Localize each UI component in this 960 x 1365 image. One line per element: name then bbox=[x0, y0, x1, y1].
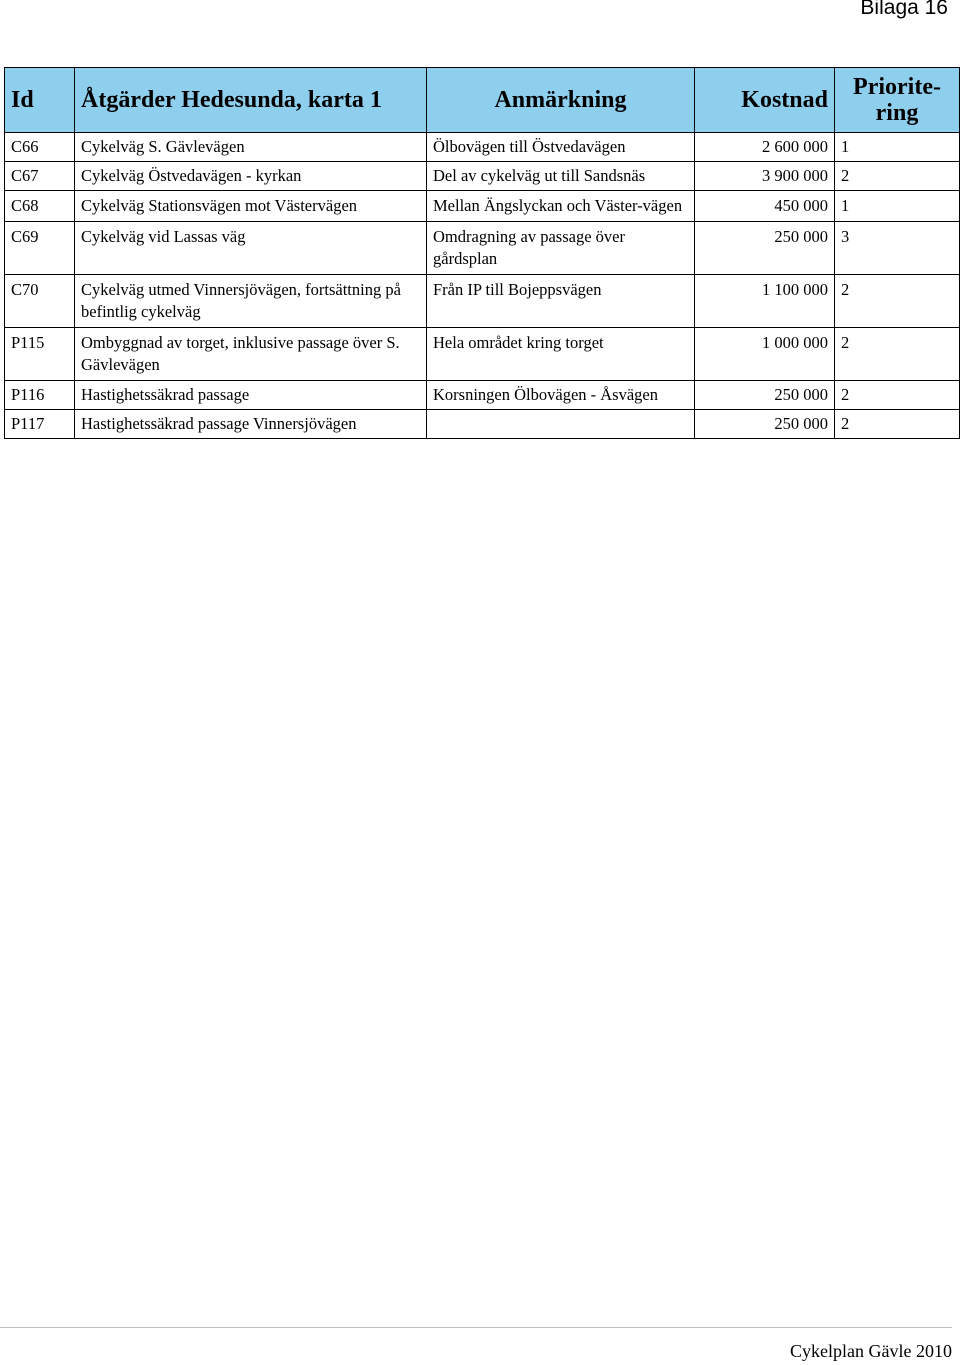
cell-kostnad: 250 000 bbox=[695, 381, 835, 410]
cell-atgard: Cykelväg vid Lassas väg bbox=[75, 222, 427, 275]
bilaga-label: Bilaga 16 bbox=[860, 0, 948, 19]
cell-id: C70 bbox=[5, 275, 75, 328]
table-row bbox=[5, 275, 960, 328]
table-row bbox=[5, 328, 960, 381]
cell-kostnad: 3 900 000 bbox=[695, 162, 835, 191]
table-row bbox=[5, 410, 960, 439]
header-atgarder: Åtgärder Hedesunda, karta 1 bbox=[75, 68, 427, 133]
cell-atgard: Hastighetssäkrad passage Vinnersjövägen bbox=[75, 410, 427, 439]
cell-atgard: Ombyggnad av torget, inklusive passage över S. Gävlevägen bbox=[75, 328, 427, 381]
cell-atgard: Cykelväg S. Gävlevägen bbox=[75, 133, 427, 162]
cell-id: C68 bbox=[5, 191, 75, 222]
cell-prio: 1 bbox=[835, 191, 960, 222]
header-anmarkning: Anmärkning bbox=[427, 68, 695, 133]
table-row bbox=[5, 162, 960, 191]
cell-anmarkning: Del av cykelväg ut till Sandsnäs bbox=[427, 162, 695, 191]
cell-kostnad: 250 000 bbox=[695, 222, 835, 275]
cell-prio: 3 bbox=[835, 222, 960, 275]
cell-anmarkning: Från IP till Bojeppsvägen bbox=[427, 275, 695, 328]
cell-anmarkning bbox=[427, 410, 695, 439]
cell-prio: 2 bbox=[835, 328, 960, 381]
table-row bbox=[5, 191, 960, 222]
cell-prio: 1 bbox=[835, 133, 960, 162]
page-footer: Cykelplan Gävle 2010 bbox=[790, 1341, 952, 1361]
cell-id: P115 bbox=[5, 328, 75, 381]
cell-atgard: Cykelväg Stationsvägen mot Västervägen bbox=[75, 191, 427, 222]
cell-atgard: Cykelväg utmed Vinnersjövägen, fortsättning på befintlig cykelväg bbox=[75, 275, 427, 328]
cell-anmarkning: Omdragning av passage över gårdsplan bbox=[427, 222, 695, 275]
measures-table bbox=[4, 67, 960, 439]
cell-prio: 2 bbox=[835, 381, 960, 410]
cell-atgard: Hastighetssäkrad passage bbox=[75, 381, 427, 410]
header-id: Id bbox=[5, 68, 75, 133]
footer-divider bbox=[0, 1327, 952, 1328]
cell-anmarkning: Hela området kring torget bbox=[427, 328, 695, 381]
table-header-row bbox=[5, 68, 960, 133]
header-prioritering: Priorite-ring bbox=[835, 68, 960, 133]
cell-prio: 2 bbox=[835, 162, 960, 191]
header-kostnad: Kostnad bbox=[695, 68, 835, 133]
cell-id: P116 bbox=[5, 381, 75, 410]
cell-kostnad: 1 000 000 bbox=[695, 328, 835, 381]
cell-kostnad: 450 000 bbox=[695, 191, 835, 222]
cell-kostnad: 250 000 bbox=[695, 410, 835, 439]
cell-kostnad: 1 100 000 bbox=[695, 275, 835, 328]
cell-prio: 2 bbox=[835, 275, 960, 328]
cell-kostnad: 2 600 000 bbox=[695, 133, 835, 162]
cell-id: C67 bbox=[5, 162, 75, 191]
table-row bbox=[5, 133, 960, 162]
cell-id: C66 bbox=[5, 133, 75, 162]
cell-id: C69 bbox=[5, 222, 75, 275]
table-row bbox=[5, 381, 960, 410]
cell-anmarkning: Mellan Ängslyckan och Väster-vägen bbox=[427, 191, 695, 222]
cell-anmarkning: Ölbovägen till Östvedavägen bbox=[427, 133, 695, 162]
table-row bbox=[5, 222, 960, 275]
cell-anmarkning: Korsningen Ölbovägen - Åsvägen bbox=[427, 381, 695, 410]
cell-prio: 2 bbox=[835, 410, 960, 439]
cell-atgard: Cykelväg Östvedavägen - kyrkan bbox=[75, 162, 427, 191]
cell-id: P117 bbox=[5, 410, 75, 439]
